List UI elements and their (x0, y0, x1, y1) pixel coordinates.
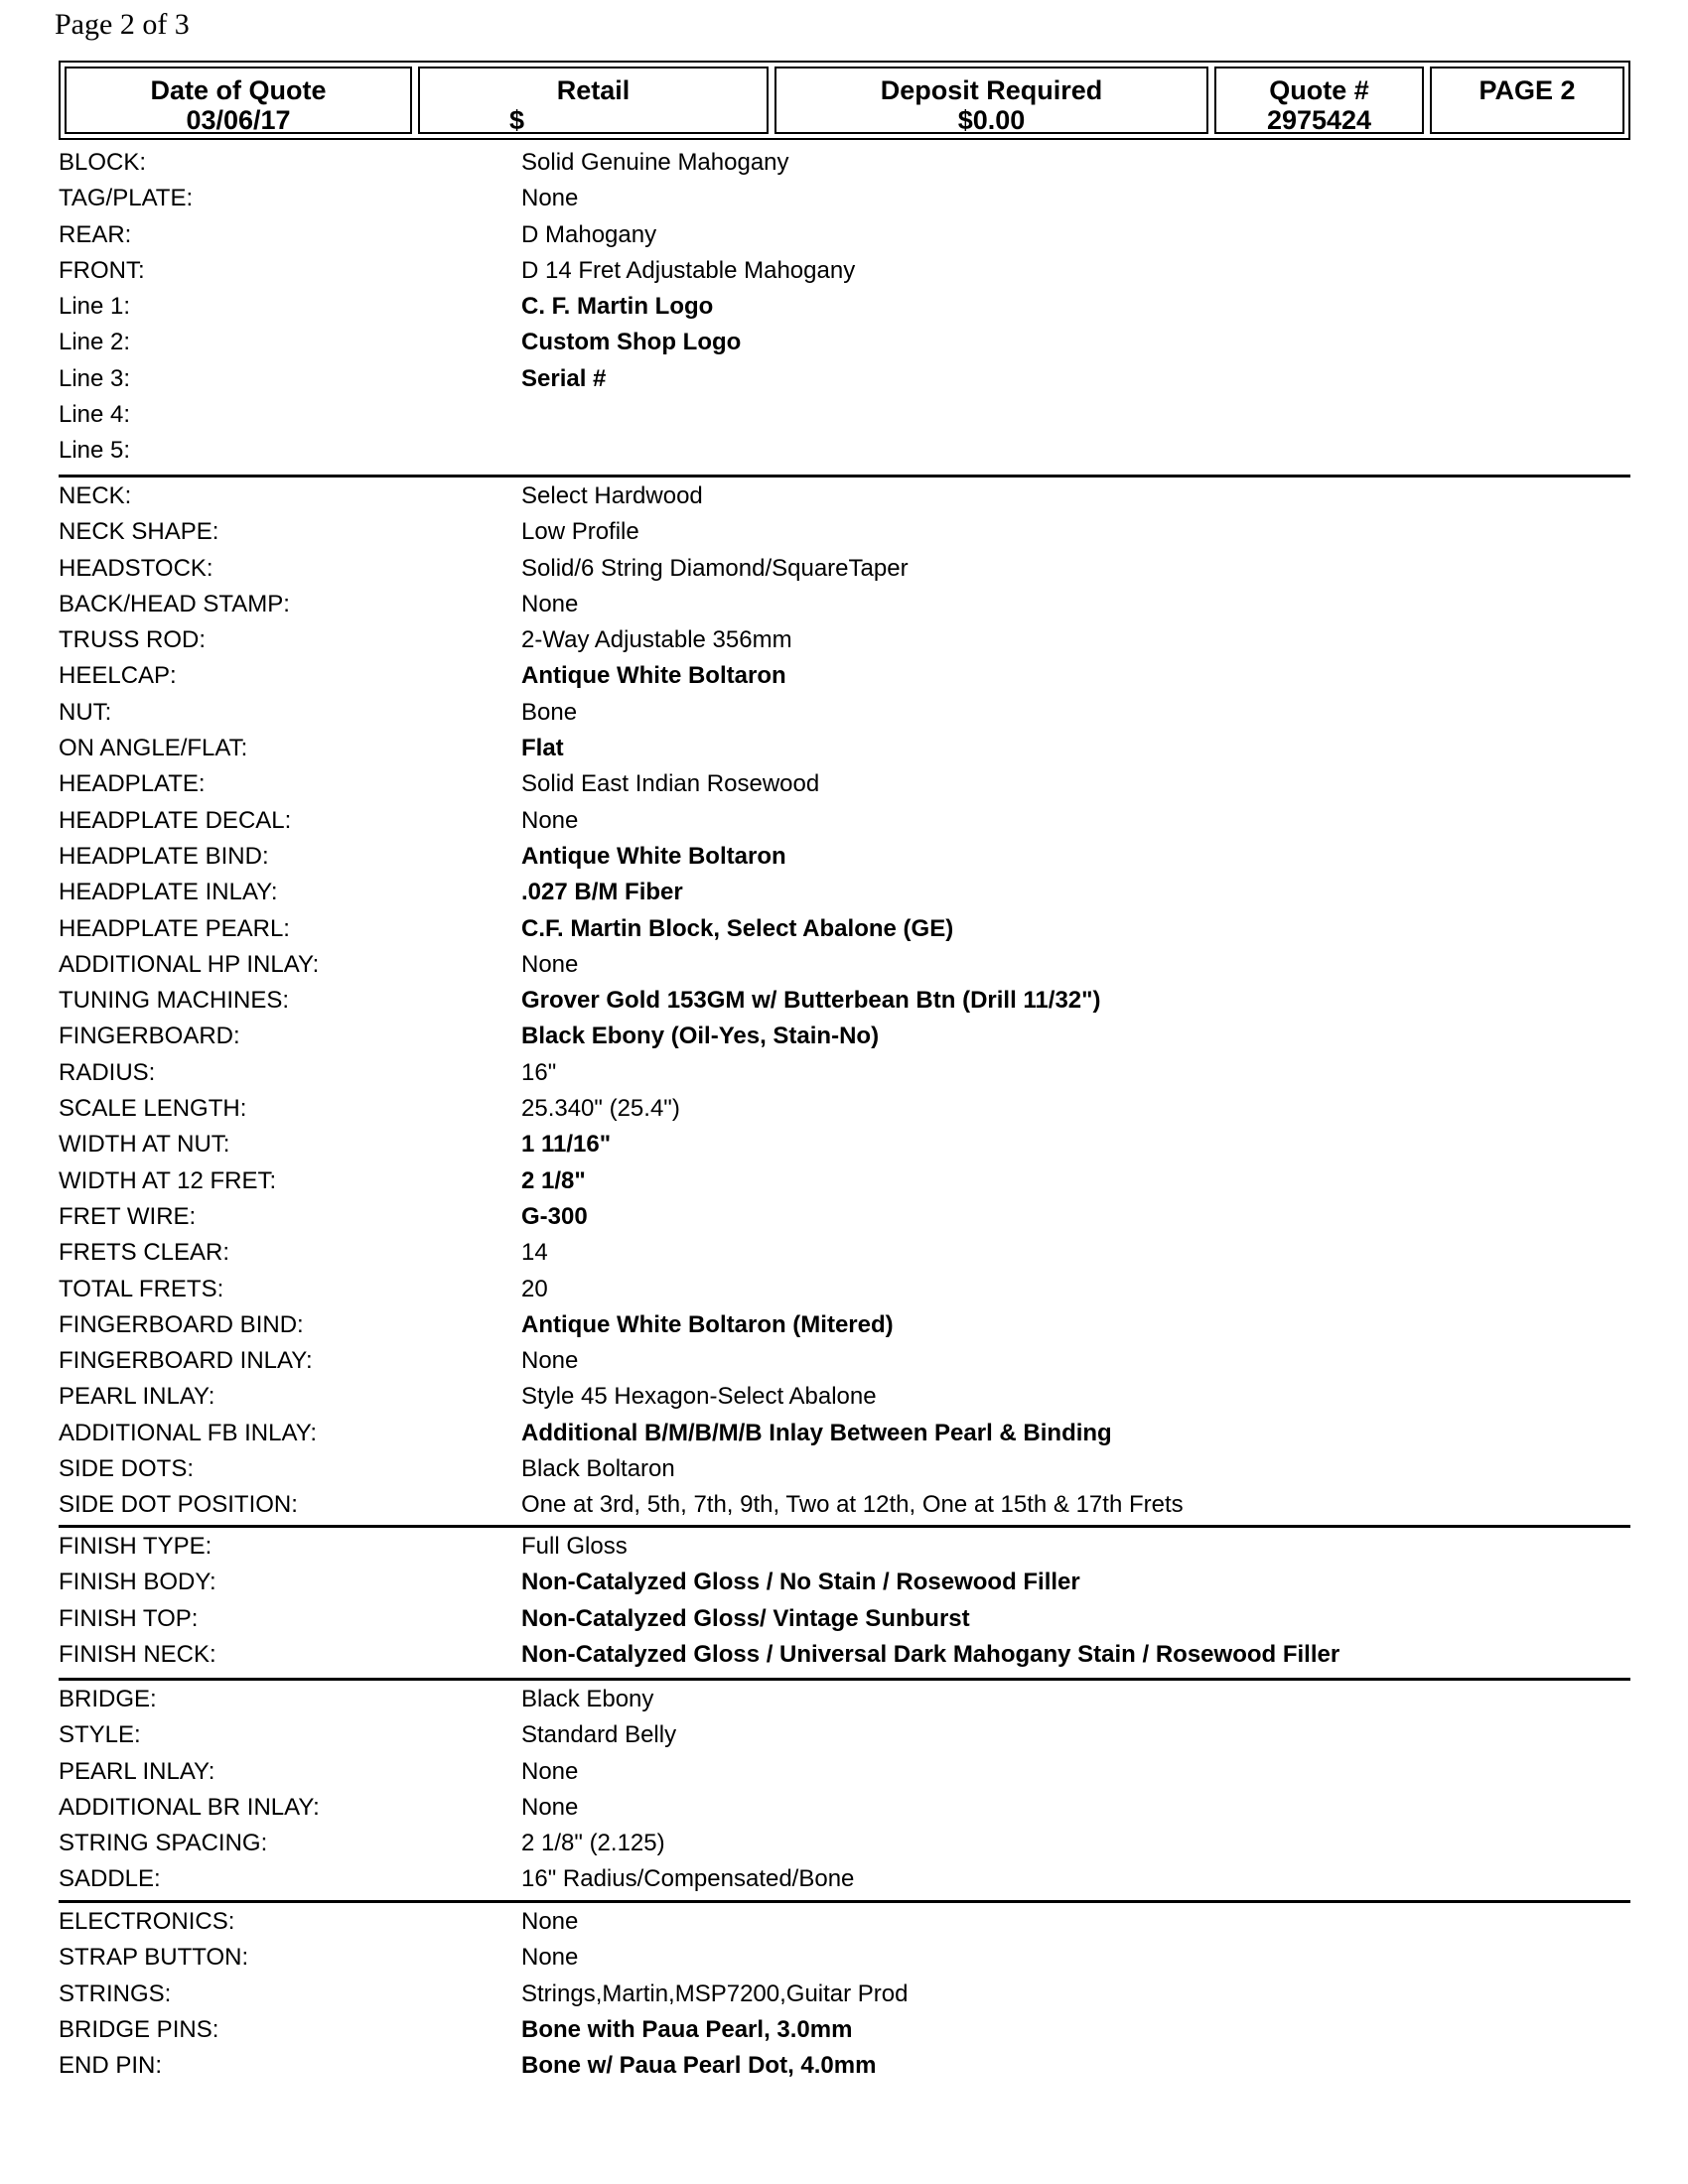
spec-row (59, 1682, 1630, 1717)
spec-label: PEARL INLAY: (59, 1757, 215, 1785)
spec-value: 20 (521, 1275, 548, 1302)
date-of-quote-label: Date of Quote (150, 75, 327, 105)
section-divider (59, 1900, 1630, 1903)
spec-row (59, 1055, 1630, 1091)
spec-value: Non-Catalyzed Gloss / Universal Dark Mahogany Stain / Rosewood Filler (521, 1640, 1340, 1668)
page-label: Page 2 of 3 (55, 8, 190, 41)
spec-row (59, 1416, 1630, 1451)
spec-label: NECK SHAPE: (59, 518, 219, 546)
spec-label: Line 1: (59, 293, 131, 321)
spec-row (59, 839, 1630, 875)
spec-value: Solid Genuine Mahogany (521, 149, 789, 176)
retail-label: Retail (556, 75, 631, 105)
spec-label: SCALE LENGTH: (59, 1095, 247, 1123)
spec-label: BRIDGE: (59, 1686, 157, 1712)
section-divider (59, 475, 1630, 478)
spec-value: Antique White Boltaron (Mitered) (521, 1310, 894, 1338)
spec-row (59, 1307, 1630, 1343)
spec-label: SIDE DOT POSITION: (59, 1491, 298, 1519)
spec-value: None (521, 806, 579, 834)
spec-label: FRETS CLEAR: (59, 1239, 230, 1267)
spec-label: REAR: (59, 220, 132, 248)
spec-value: 2 1/8" (521, 1166, 586, 1194)
spec-row (59, 217, 1630, 253)
spec-row (59, 551, 1630, 587)
spec-label: WIDTH AT 12 FRET: (59, 1166, 277, 1194)
spec-row (59, 289, 1630, 325)
spec-label: Line 2: (59, 329, 131, 356)
spec-label: NECK: (59, 482, 132, 509)
spec-row (59, 911, 1630, 947)
spec-value: None (521, 1944, 579, 1972)
spec-label: FINGERBOARD BIND: (59, 1310, 304, 1338)
spec-value: 2-Way Adjustable 356mm (521, 626, 792, 654)
spec-label: HEADSTOCK: (59, 554, 213, 582)
spec-row (59, 1754, 1630, 1790)
deposit-required-cell (774, 67, 1208, 134)
spec-row (59, 1019, 1630, 1054)
spec-value: 14 (521, 1239, 548, 1267)
spec-row (59, 658, 1630, 694)
spec-label: HEADPLATE: (59, 770, 206, 798)
spec-row (59, 433, 1630, 469)
spec-value: 25.340" (25.4") (521, 1095, 680, 1123)
spec-value: Antique White Boltaron (521, 662, 786, 690)
quote-number-value: 2975424 (1266, 105, 1372, 135)
spec-row (59, 1904, 1630, 1940)
spec-value: .027 B/M Fiber (521, 879, 683, 906)
spec-value: D 14 Fret Adjustable Mahogany (521, 256, 856, 284)
spec-row (59, 695, 1630, 731)
spec-label: BACK/HEAD STAMP: (59, 590, 290, 617)
spec-value: None (521, 590, 579, 617)
spec-row (59, 1235, 1630, 1271)
spec-label: ADDITIONAL FB INLAY: (59, 1419, 318, 1446)
date-of-quote-value: 03/06/17 (186, 105, 291, 135)
spec-row (59, 397, 1630, 433)
spec-value: Additional B/M/B/M/B Inlay Between Pearl & Binding (521, 1419, 1112, 1446)
spec-value: 16" Radius/Compensated/Bone (521, 1865, 855, 1893)
spec-label: ADDITIONAL HP INLAY: (59, 950, 320, 978)
spec-row (59, 803, 1630, 839)
spec-row (59, 622, 1630, 658)
spec-row (59, 766, 1630, 802)
spec-value: Black Ebony (Oil-Yes, Stain-No) (521, 1023, 880, 1050)
spec-label: Line 4: (59, 401, 131, 429)
spec-value: Grover Gold 153GM w/ Butterbean Btn (Drill 11/32") (521, 987, 1101, 1015)
spec-label: TOTAL FRETS: (59, 1275, 224, 1302)
spec-row (59, 1163, 1630, 1199)
page-number-cell (1430, 67, 1624, 134)
spec-row (59, 1199, 1630, 1235)
spec-value: Standard Belly (521, 1721, 677, 1749)
spec-value: Antique White Boltaron (521, 842, 786, 870)
spec-row (59, 1343, 1630, 1379)
spec-value: Custom Shop Logo (521, 329, 742, 356)
date-of-quote-cell (65, 67, 412, 134)
quote-header-table (59, 61, 1630, 140)
spec-row (59, 947, 1630, 983)
spec-value: C.F. Martin Block, Select Abalone (GE) (521, 914, 954, 942)
spec-label: NUT: (59, 698, 112, 726)
spec-row (59, 253, 1630, 289)
spec-row (59, 1826, 1630, 1861)
spec-row (59, 181, 1630, 216)
spec-row (59, 587, 1630, 622)
page-number-value: PAGE 2 (1478, 75, 1576, 105)
spec-row (59, 325, 1630, 360)
spec-value: 16" (521, 1058, 557, 1086)
spec-row (59, 1717, 1630, 1753)
spec-value: Solid East Indian Rosewood (521, 770, 820, 798)
spec-value: Style 45 Hexagon-Select Abalone (521, 1383, 877, 1411)
deposit-required-label: Deposit Required (880, 75, 1103, 105)
spec-value: Non-Catalyzed Gloss/ Vintage Sunburst (521, 1604, 970, 1632)
spec-row (59, 361, 1630, 397)
quote-number-label: Quote # (1269, 75, 1369, 105)
spec-label: BRIDGE PINS: (59, 2015, 219, 2043)
spec-value: Strings,Martin,MSP7200,Guitar Prod (521, 1979, 909, 2007)
spec-row (59, 875, 1630, 910)
spec-label: FINISH TOP: (59, 1604, 199, 1632)
spec-label: STYLE: (59, 1721, 141, 1749)
spec-value: Flat (521, 735, 564, 762)
section-block (59, 145, 1630, 470)
spec-row (59, 1565, 1630, 1600)
spec-value: 2 1/8" (2.125) (521, 1830, 665, 1857)
section-neck (59, 478, 1630, 1524)
section-finish (59, 1529, 1630, 1673)
spec-row (59, 1127, 1630, 1162)
spec-value: None (521, 1347, 579, 1375)
spec-label: ADDITIONAL BR INLAY: (59, 1793, 320, 1821)
spec-row (59, 1601, 1630, 1637)
spec-value: Bone with Paua Pearl, 3.0mm (521, 2015, 853, 2043)
spec-row (59, 1861, 1630, 1897)
spec-label: TAG/PLATE: (59, 185, 194, 212)
spec-value: Non-Catalyzed Gloss / No Stain / Rosewood Filler (521, 1569, 1080, 1596)
spec-row (59, 1487, 1630, 1523)
spec-value: Black Ebony (521, 1686, 654, 1712)
spec-row (59, 2048, 1630, 2084)
spec-row (59, 983, 1630, 1019)
spec-label: HEADPLATE DECAL: (59, 806, 292, 834)
spec-label: FRONT: (59, 256, 145, 284)
retail-value: $ (509, 105, 525, 135)
section-divider (59, 1678, 1630, 1681)
spec-value: G-300 (521, 1202, 588, 1230)
section-accessories (59, 1904, 1630, 2084)
spec-value: Bone (521, 698, 578, 726)
quote-number-cell (1214, 67, 1424, 134)
spec-label: TUNING MACHINES: (59, 987, 290, 1015)
spec-value: Bone w/ Paua Pearl Dot, 4.0mm (521, 2052, 877, 2080)
spec-label: RADIUS: (59, 1058, 156, 1086)
spec-label: SIDE DOTS: (59, 1455, 195, 1483)
spec-row (59, 1940, 1630, 1976)
spec-row (59, 1529, 1630, 1565)
section-divider (59, 1525, 1630, 1528)
spec-label: Line 5: (59, 437, 131, 465)
spec-label: FINISH BODY: (59, 1569, 216, 1596)
spec-label: Line 3: (59, 364, 131, 392)
spec-row (59, 1272, 1630, 1307)
spec-label: FRET WIRE: (59, 1202, 197, 1230)
spec-value: None (521, 185, 579, 212)
spec-row (59, 1637, 1630, 1673)
spec-label: ON ANGLE/FLAT: (59, 735, 248, 762)
spec-label: WIDTH AT NUT: (59, 1131, 230, 1159)
spec-row (59, 1790, 1630, 1826)
spec-value: 1 11/16" (521, 1131, 612, 1159)
spec-label: FINISH NECK: (59, 1640, 216, 1668)
spec-label: BLOCK: (59, 149, 147, 176)
spec-value: C. F. Martin Logo (521, 293, 714, 321)
spec-label: FINGERBOARD INLAY: (59, 1347, 313, 1375)
deposit-required-value: $0.00 (957, 105, 1026, 135)
spec-value: Solid/6 String Diamond/SquareTaper (521, 554, 909, 582)
spec-label: STRING SPACING: (59, 1830, 268, 1857)
spec-row (59, 1977, 1630, 2012)
spec-row (59, 1379, 1630, 1415)
spec-label: STRAP BUTTON: (59, 1944, 249, 1972)
spec-label: HEADPLATE BIND: (59, 842, 269, 870)
spec-row (59, 478, 1630, 514)
spec-row (59, 514, 1630, 550)
section-bridge (59, 1682, 1630, 1898)
spec-value: None (521, 1757, 579, 1785)
spec-label: TRUSS ROD: (59, 626, 207, 654)
spec-label: PEARL INLAY: (59, 1383, 215, 1411)
spec-value: Select Hardwood (521, 482, 703, 509)
spec-row (59, 2012, 1630, 2048)
spec-row (59, 145, 1630, 181)
spec-label: HEADPLATE PEARL: (59, 914, 290, 942)
spec-value: None (521, 1908, 579, 1935)
spec-value: Low Profile (521, 518, 639, 546)
spec-value: Black Boltaron (521, 1455, 675, 1483)
spec-value: None (521, 950, 579, 978)
spec-row (59, 731, 1630, 766)
spec-label: FINISH TYPE: (59, 1533, 212, 1560)
spec-value: D Mahogany (521, 220, 657, 248)
spec-value: None (521, 1793, 579, 1821)
spec-label: HEADPLATE INLAY: (59, 879, 278, 906)
spec-row (59, 1091, 1630, 1127)
spec-label: SADDLE: (59, 1865, 161, 1893)
spec-row (59, 1451, 1630, 1487)
retail-cell (418, 67, 769, 134)
spec-label: FINGERBOARD: (59, 1023, 240, 1050)
spec-label: ELECTRONICS: (59, 1908, 235, 1935)
spec-value: Serial # (521, 364, 607, 392)
spec-value: One at 3rd, 5th, 7th, 9th, Two at 12th, One at 15th & 17th Frets (521, 1491, 1184, 1519)
spec-label: END PIN: (59, 2052, 163, 2080)
spec-value: Full Gloss (521, 1533, 628, 1560)
spec-label: HEELCAP: (59, 662, 177, 690)
spec-label: STRINGS: (59, 1979, 172, 2007)
